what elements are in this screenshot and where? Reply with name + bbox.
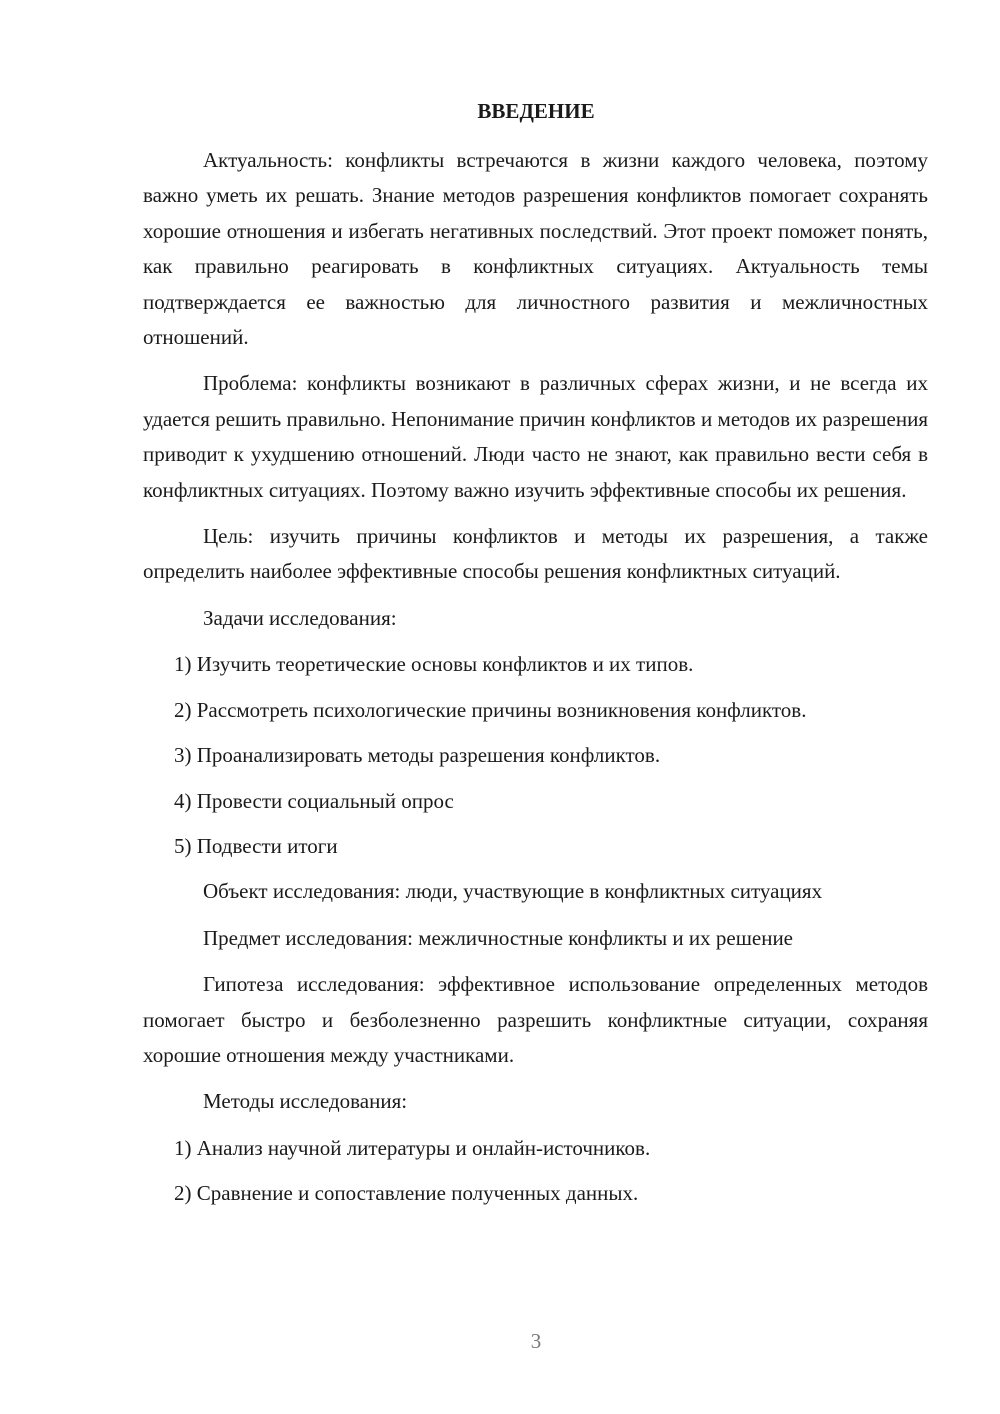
tasks-heading: Задачи исследования: — [203, 605, 397, 630]
page-number: 3 — [530, 1329, 542, 1353]
paragraph-relevance: Актуальность: конфликты встречаются в жизни каждого человека, поэтому важно уметь их решать. Знание методов разрешения конфликтов помогает сохранять хорошие отношения и избегать негативных последствий. Этот проект поможет понять, как правильно реагировать в конфликтных ситуациях. Актуальность темы подтверждается ее важностью для личностного развития и межличностных отношений. — [143, 148, 928, 350]
list-item: 2) Рассмотреть психологические причины возникновения конфликтов. — [174, 697, 807, 722]
page-title: ВВЕДЕНИЕ — [477, 99, 595, 123]
tasks-list — [143, 647, 928, 864]
list-item: 1) Изучить теоретические основы конфликтов и их типов. — [174, 652, 694, 677]
paragraph-subject: Предмет исследования: межличностные конфликты и их решение — [203, 925, 793, 950]
list-item: 1) Анализ научной литературы и онлайн-источников. — [174, 1135, 651, 1160]
paragraph-problem: Проблема: конфликты возникают в различных сферах жизни, и не всегда их удается решить правильно. Непонимание причин конфликтов и методов их разрешения приводит к ухудшению отношений. Люди часто не знают, как правильно вести себя в конфликтных ситуациях. Поэтому важно изучить эффективные способы их решения. — [143, 371, 928, 502]
paragraph-object: Объект исследования: люди, участвующие в конфликтных ситуациях — [203, 879, 823, 904]
list-item: 4) Провести социальный опрос — [174, 788, 454, 813]
list-item: 3) Проанализировать методы разрешения конфликтов. — [174, 743, 661, 768]
paragraph-goal: Цель: изучить причины конфликтов и методы их разрешения, а также определить наиболее эффективные способы решения конфликтных ситуаций. — [143, 524, 928, 584]
methods-heading: Методы исследования: — [203, 1089, 408, 1114]
methods-list — [143, 1131, 928, 1212]
list-item: 2) Сравнение и сопоставление полученных данных. — [174, 1181, 639, 1206]
paragraph-hypothesis: Гипотеза исследования: эффективное использование определенных методов помогает быстро и безболезненно разрешить конфликтные ситуации, сохраняя хорошие отношения между участниками. — [143, 972, 928, 1067]
body-text — [143, 143, 928, 1222]
list-item: 5) Подвести итоги — [174, 833, 338, 858]
